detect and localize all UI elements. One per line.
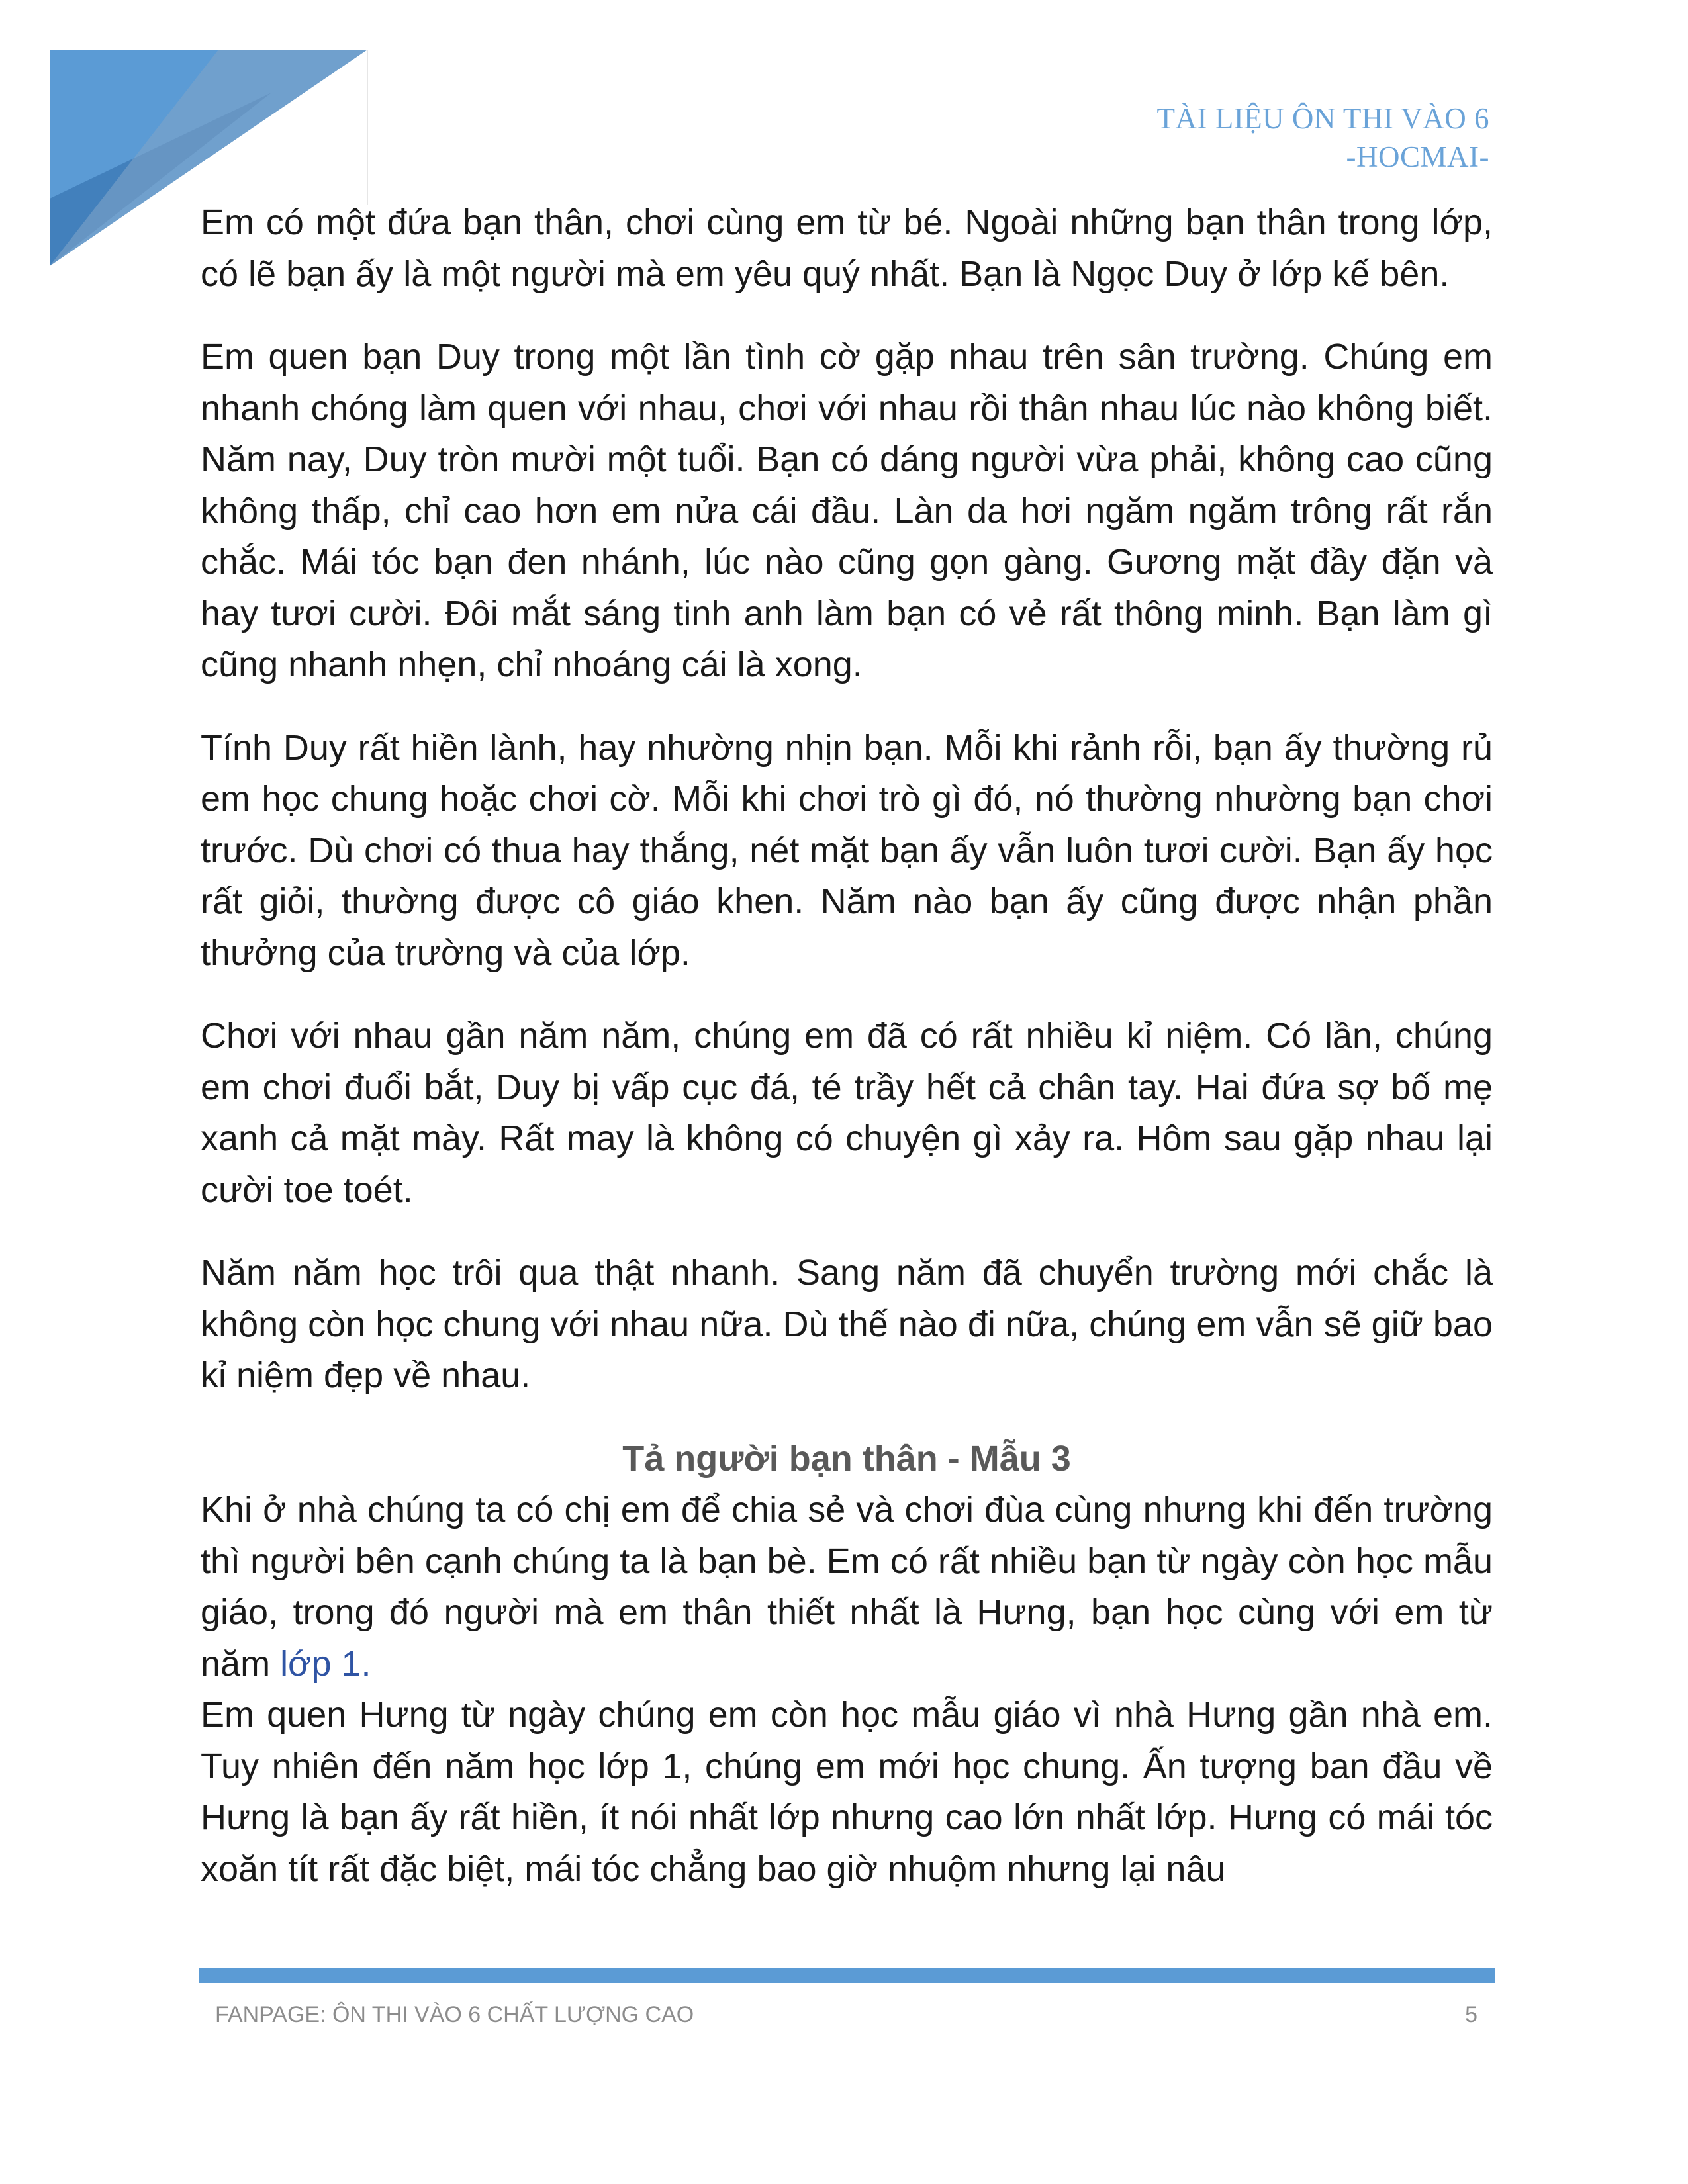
footer-divider bbox=[199, 1968, 1495, 1983]
page-number: 5 bbox=[1465, 2002, 1477, 2027]
paragraph: Em có một đứa bạn thân, chơi cùng em từ bé. Ngoài những bạn thân trong lớp, có lẽ bạn ấy là một người mà em yêu quý nhất. Bạn là Ngọc Duy ở lớp kế bên. bbox=[201, 203, 1493, 294]
paragraph: Chơi với nhau gần năm năm, chúng em đã có rất nhiều kỉ niệm. Có lần, chúng em chơi đuổi bắt, Duy bị vấp cục đá, té trầy hết cả chân tay. Hai đứa sợ bố mẹ xanh cả mặt mày. Rất may là không có chuyện gì xảy ra. Hôm sau gặp nhau lại cười toe toét. bbox=[201, 1016, 1493, 1210]
paragraph bbox=[201, 1484, 1493, 1690]
document-body bbox=[201, 197, 1493, 1895]
paragraph: Tính Duy rất hiền lành, hay nhường nhịn bạn. Mỗi khi rảnh rỗi, bạn ấy thường rủ em học chung hoặc chơi cờ. Mỗi khi chơi trò gì đó, nó thường nhường bạn chơi trước. Dù chơi có thua hay thắng, nét mặt bạn ấy vẫn luôn tươi cười. Bạn ấy học rất giỏi, thường được cô giáo khen. Năm nào bạn ấy cũng được nhận phần thưởng của trường và của lớp. bbox=[201, 727, 1493, 973]
grade-link[interactable]: lớp 1. bbox=[280, 1643, 371, 1684]
paragraph-text: Khi ở nhà chúng ta có chị em để chia sẻ và chơi đùa cùng nhưng khi đến trường thì người bên cạnh chúng ta là bạn bè. Em có rất nhiều bạn từ ngày còn học mẫu giáo, trong đó người mà em thân thiết nhất là Hưng, bạn học cùng với em từ năm bbox=[201, 1490, 1493, 1684]
header-title: TÀI LIỆU ÔN THI VÀO 6 bbox=[1156, 102, 1489, 135]
paragraph: Em quen bạn Duy trong một lần tình cờ gặp nhau trên sân trường. Chúng em nhanh chóng làm quen với nhau, chơi với nhau rồi thân nhau lúc nào không biết. Năm nay, Duy tròn mười một tuổi. Bạn có dáng người vừa phải, không cao cũng không thấp, chỉ cao hơn em nửa cái đầu. Làn da hơi ngăm ngăm trông rất rắn chắc. Mái tóc bạn đen nhánh, lúc nào cũng gọn gàng. Gương mặt đầy đặn và hay tươi cười. Đôi mắt sáng tinh anh làm bạn có vẻ rất thông minh. Bạn làm gì cũng nhanh nhẹn, chỉ nhoáng cái là xong. bbox=[201, 337, 1493, 684]
section-title: Tả người bạn thân - Mẫu 3 bbox=[622, 1438, 1071, 1479]
header-subtitle: -HOCMAI- bbox=[1346, 140, 1489, 173]
footer-fanpage: FANPAGE: ÔN THI VÀO 6 CHẤT LƯỢNG CAO bbox=[215, 2002, 694, 2027]
paragraph: Năm năm học trôi qua thật nhanh. Sang năm đã chuyển trường mới chắc là không còn học chung với nhau nữa. Dù thế nào đi nữa, chúng em vẫn sẽ giữ bao kỉ niệm đẹp về nhau. bbox=[201, 1253, 1493, 1395]
paragraph: Em quen Hưng từ ngày chúng em còn học mẫu giáo vì nhà Hưng gần nhà em. Tuy nhiên đến năm học lớp 1, chúng em mới học chung. Ấn tượng ban đầu về Hưng là bạn ấy rất hiền, ít nói nhất lớp nhưng cao lớn nhất lớp. Hưng có mái tóc xoăn tít rất đặc biệt, mái tóc chẳng bao giờ nhuộm nhưng lại nâu bbox=[201, 1695, 1493, 1889]
document-header bbox=[1156, 99, 1489, 176]
